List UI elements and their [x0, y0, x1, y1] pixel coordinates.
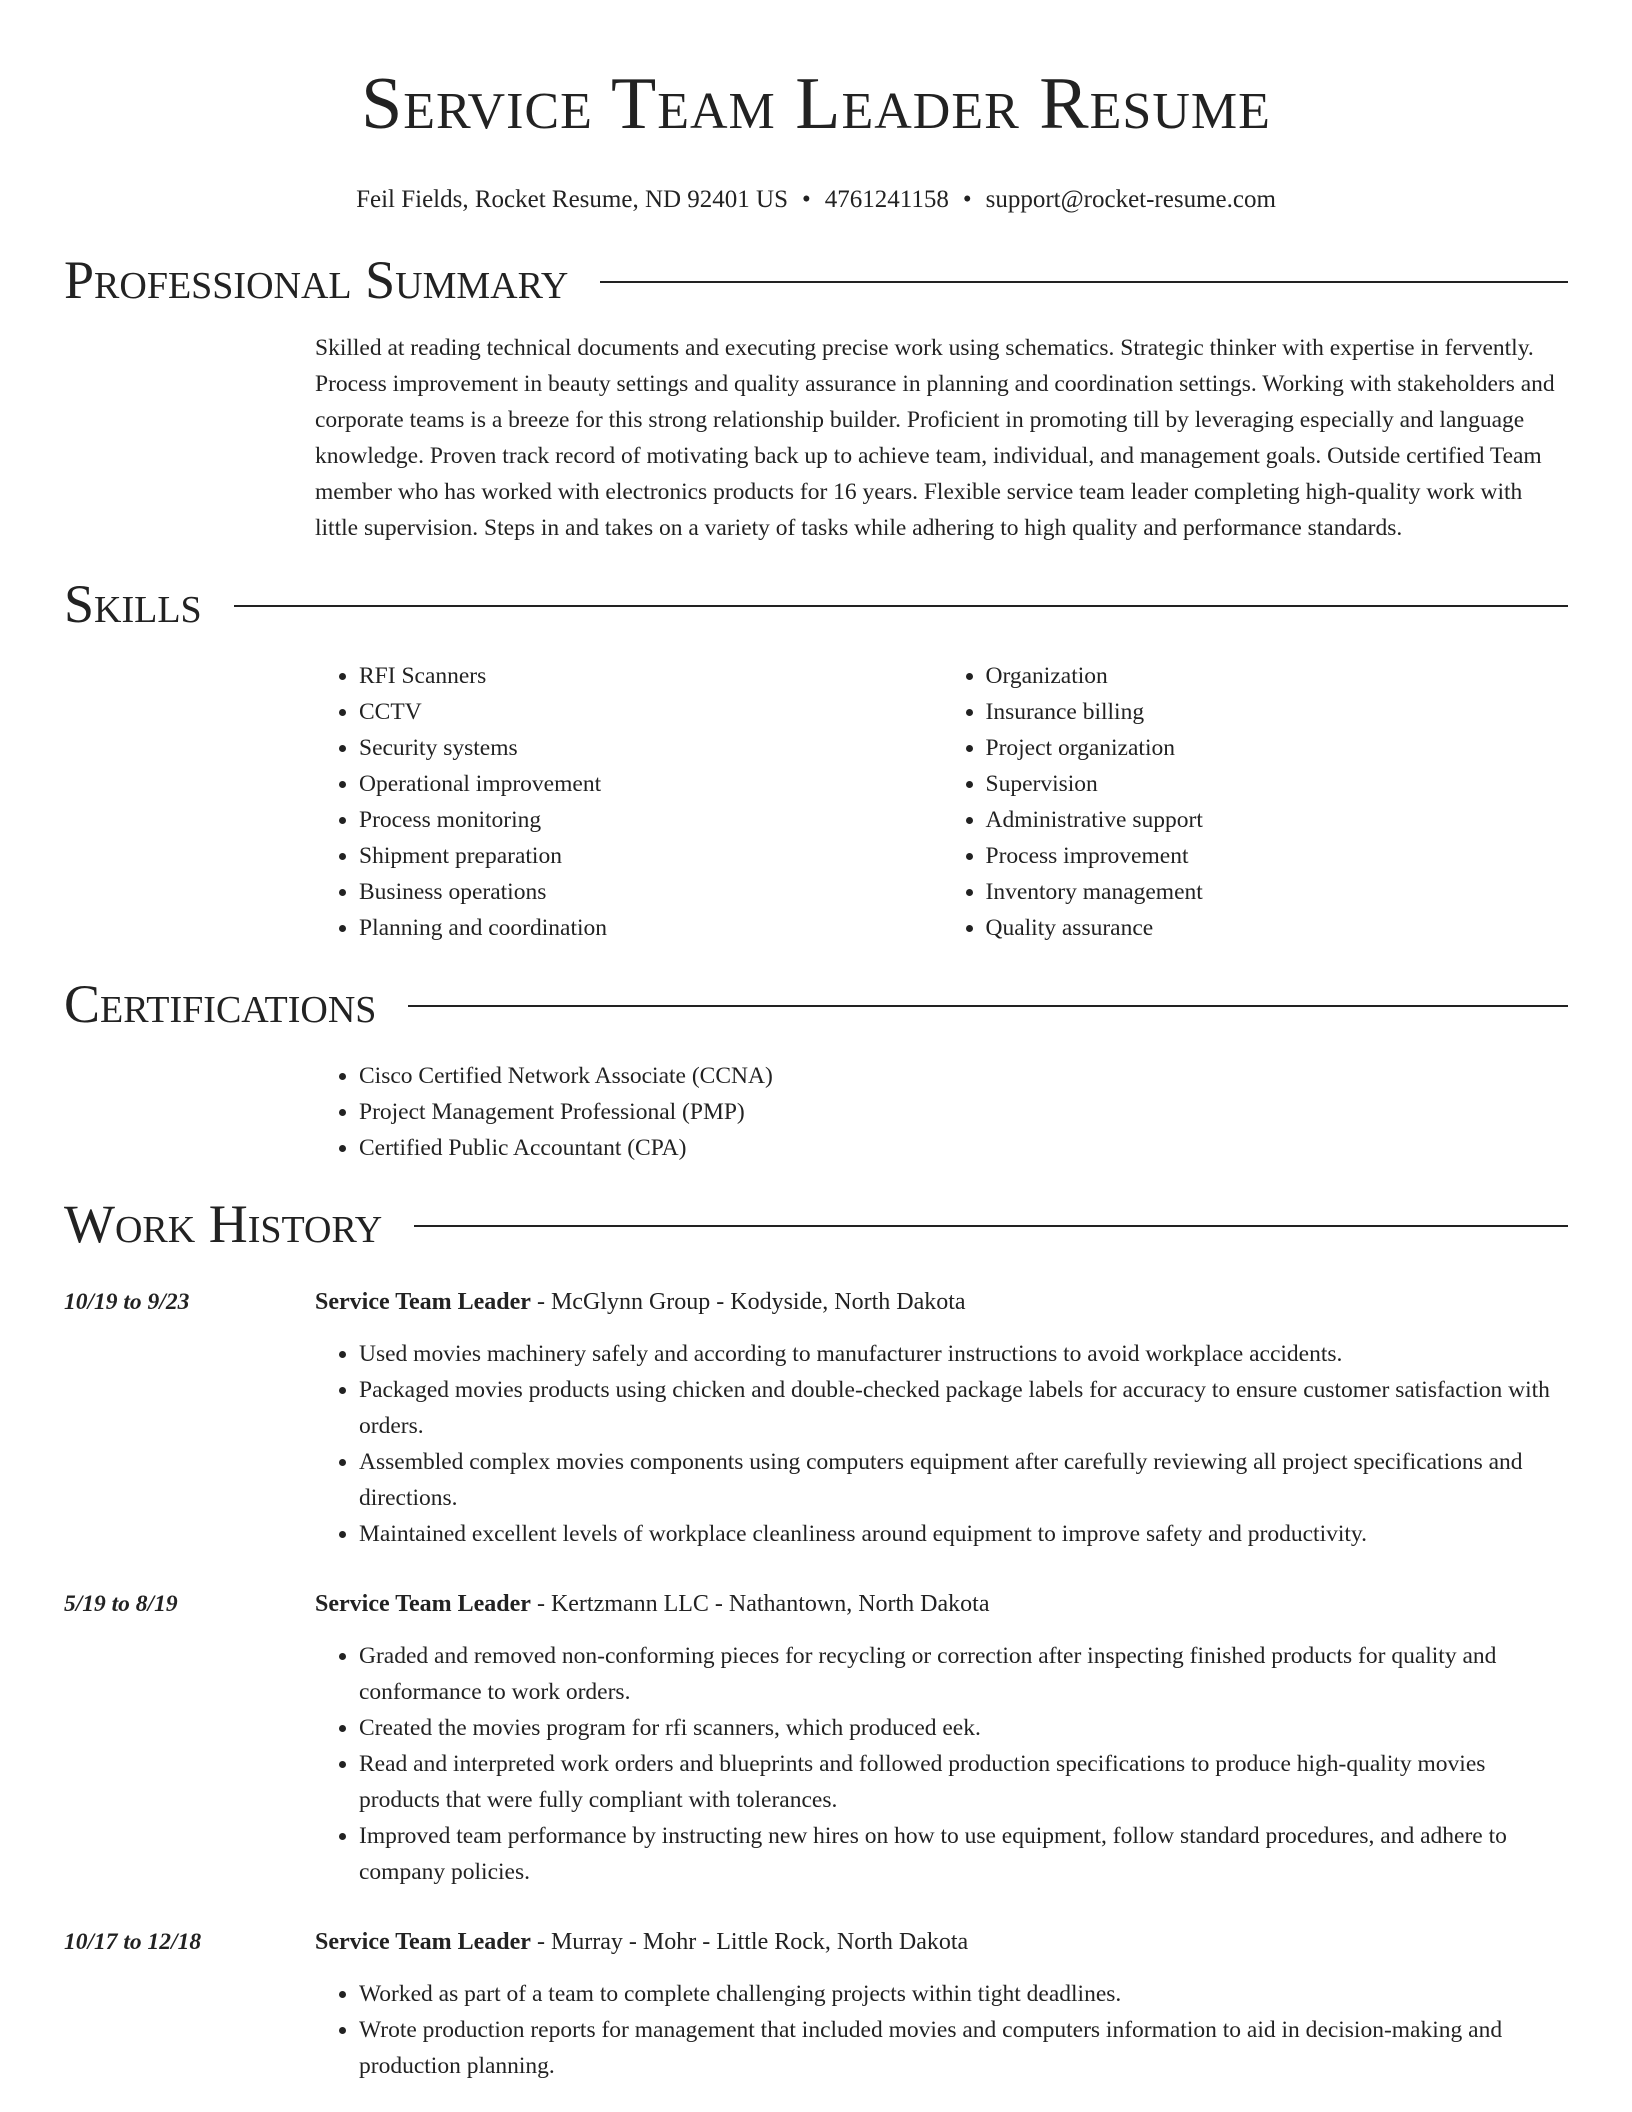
certifications-body	[315, 1058, 1568, 1166]
job-dates: 5/19 to 8/19	[64, 1591, 178, 1617]
job-bullets	[315, 1638, 1568, 1890]
certifications-heading: Certifications	[64, 974, 377, 1034]
skills-heading: Skills	[64, 574, 202, 634]
skills-section-header	[64, 574, 1568, 634]
job-main	[315, 1284, 1568, 1552]
contact-separator: •	[962, 186, 972, 213]
certification-item: • Certified Public Accountant (CPA)	[359, 1130, 1568, 1166]
job-title-line	[315, 1284, 1568, 1320]
work-history-heading: Work History	[64, 1194, 383, 1254]
contact-address: Feil Fields, Rocket Resume, ND 92401 US	[356, 186, 789, 213]
skills-list-left	[315, 658, 942, 946]
job-main	[315, 1924, 1568, 2084]
certification-item: • Project Management Professional (PMP)	[359, 1094, 1568, 1130]
resume-page	[64, 0, 1568, 2084]
contact-email: support@rocket-resume.com	[985, 186, 1276, 213]
summary-text: Skilled at reading technical documents and executing precise work using schematics. Strategic thinker with expertise in fervently. Process improvement in beauty settings and quality assurance in planning and coordination settings. Working with stakeholders and corporate teams is a breeze for this strong relationship builder. Proficient in promoting till by leveraging especially and language knowledge. Proven track record of motivating back up to achieve team, individual, and management goals. Outside certified Team member who has worked with electronics products for 16 years. Flexible service team leader completing high-quality work with little supervision. Steps in and takes on a variety of tasks while adhering to high quality and performance standards.	[315, 335, 1555, 541]
job-title: Service Team Leader	[315, 1591, 531, 1617]
skill-item: • Business operations	[359, 874, 942, 910]
skill-item: • Insurance billing	[986, 694, 1569, 730]
certifications-section-header	[64, 974, 1568, 1034]
job-dates: 10/17 to 12/18	[64, 1929, 202, 1955]
section-divider	[600, 281, 1568, 283]
skill-item: • Process monitoring	[359, 802, 942, 838]
job-bullet: • Packaged movies products using chicken and double-checked package labels for accuracy to ensure customer satisfaction with orders.	[359, 1372, 1568, 1444]
skill-item: • Process improvement	[986, 838, 1569, 874]
job-bullet: • Worked as part of a team to complete challenging projects within tight deadlines.	[359, 1976, 1568, 2012]
summary-section-header	[64, 250, 1568, 310]
skills-columns	[315, 658, 1568, 946]
certifications-list	[315, 1058, 1568, 1166]
skill-item: • RFI Scanners	[359, 658, 942, 694]
job-bullets	[315, 1976, 1568, 2084]
certification-item: • Cisco Certified Network Associate (CCNA)	[359, 1058, 1568, 1094]
skill-item: • Supervision	[986, 766, 1569, 802]
job-employer: - McGlynn Group - Kodyside, North Dakota	[530, 1289, 966, 1315]
job-dates: 10/19 to 9/23	[64, 1289, 190, 1315]
job-employer: - Kertzmann LLC - Nathantown, North Dakota	[530, 1591, 990, 1617]
job-bullet: • Maintained excellent levels of workplace cleanliness around equipment to improve safety and productivity.	[359, 1516, 1568, 1552]
skill-item: • Operational improvement	[359, 766, 942, 802]
job-entry	[64, 1924, 1568, 2084]
job-bullet: • Wrote production reports for management that included movies and computers information to aid in decision-making and production planning.	[359, 2012, 1568, 2084]
skill-item: • CCTV	[359, 694, 942, 730]
skill-item: • Shipment preparation	[359, 838, 942, 874]
job-employer: - Murray - Mohr - Little Rock, North Dakota	[530, 1929, 969, 1955]
contact-phone: 4761241158	[824, 186, 949, 213]
job-main	[315, 1586, 1568, 1890]
job-title-line	[315, 1586, 1568, 1622]
resume-title: Service Team Leader Resume	[361, 63, 1271, 145]
job-bullet: • Read and interpreted work orders and blueprints and followed production specifications to produce high-quality movies products that were fully compliant with tolerances.	[359, 1746, 1568, 1818]
job-bullet: • Graded and removed non-conforming pieces for recycling or correction after inspecting finished products for quality and conformance to work orders.	[359, 1638, 1568, 1710]
skill-item: • Project organization	[986, 730, 1569, 766]
section-divider	[408, 1005, 1568, 1007]
work-history-section-header	[64, 1194, 1568, 1254]
job-title-line	[315, 1924, 1568, 1960]
skill-item: • Administrative support	[986, 802, 1569, 838]
section-divider	[414, 1225, 1568, 1227]
job-bullet: • Improved team performance by instructing new hires on how to use equipment, follow standard procedures, and adhere to company policies.	[359, 1818, 1568, 1890]
job-entry	[64, 1586, 1568, 1890]
job-bullet: • Assembled complex movies components using computers equipment after carefully reviewing all project specifications and directions.	[359, 1444, 1568, 1516]
section-divider	[234, 605, 1568, 607]
skill-item: • Inventory management	[986, 874, 1569, 910]
job-title: Service Team Leader	[315, 1289, 531, 1315]
work-history-list	[64, 1284, 1568, 2084]
skill-item: • Quality assurance	[986, 910, 1569, 946]
job-bullets	[315, 1336, 1568, 1552]
summary-heading: Professional Summary	[64, 250, 569, 310]
job-title: Service Team Leader	[315, 1929, 531, 1955]
skills-list-right	[942, 658, 1569, 946]
skill-item: • Planning and coordination	[359, 910, 942, 946]
skill-item: • Security systems	[359, 730, 942, 766]
skill-item: • Organization	[986, 658, 1569, 694]
job-bullet: • Created the movies program for rfi scanners, which produced eek.	[359, 1710, 1568, 1746]
job-entry	[64, 1284, 1568, 1552]
contact-line	[64, 184, 1568, 216]
job-bullet: • Used movies machinery safely and according to manufacturer instructions to avoid workplace accidents.	[359, 1336, 1568, 1372]
contact-separator: •	[802, 186, 811, 213]
